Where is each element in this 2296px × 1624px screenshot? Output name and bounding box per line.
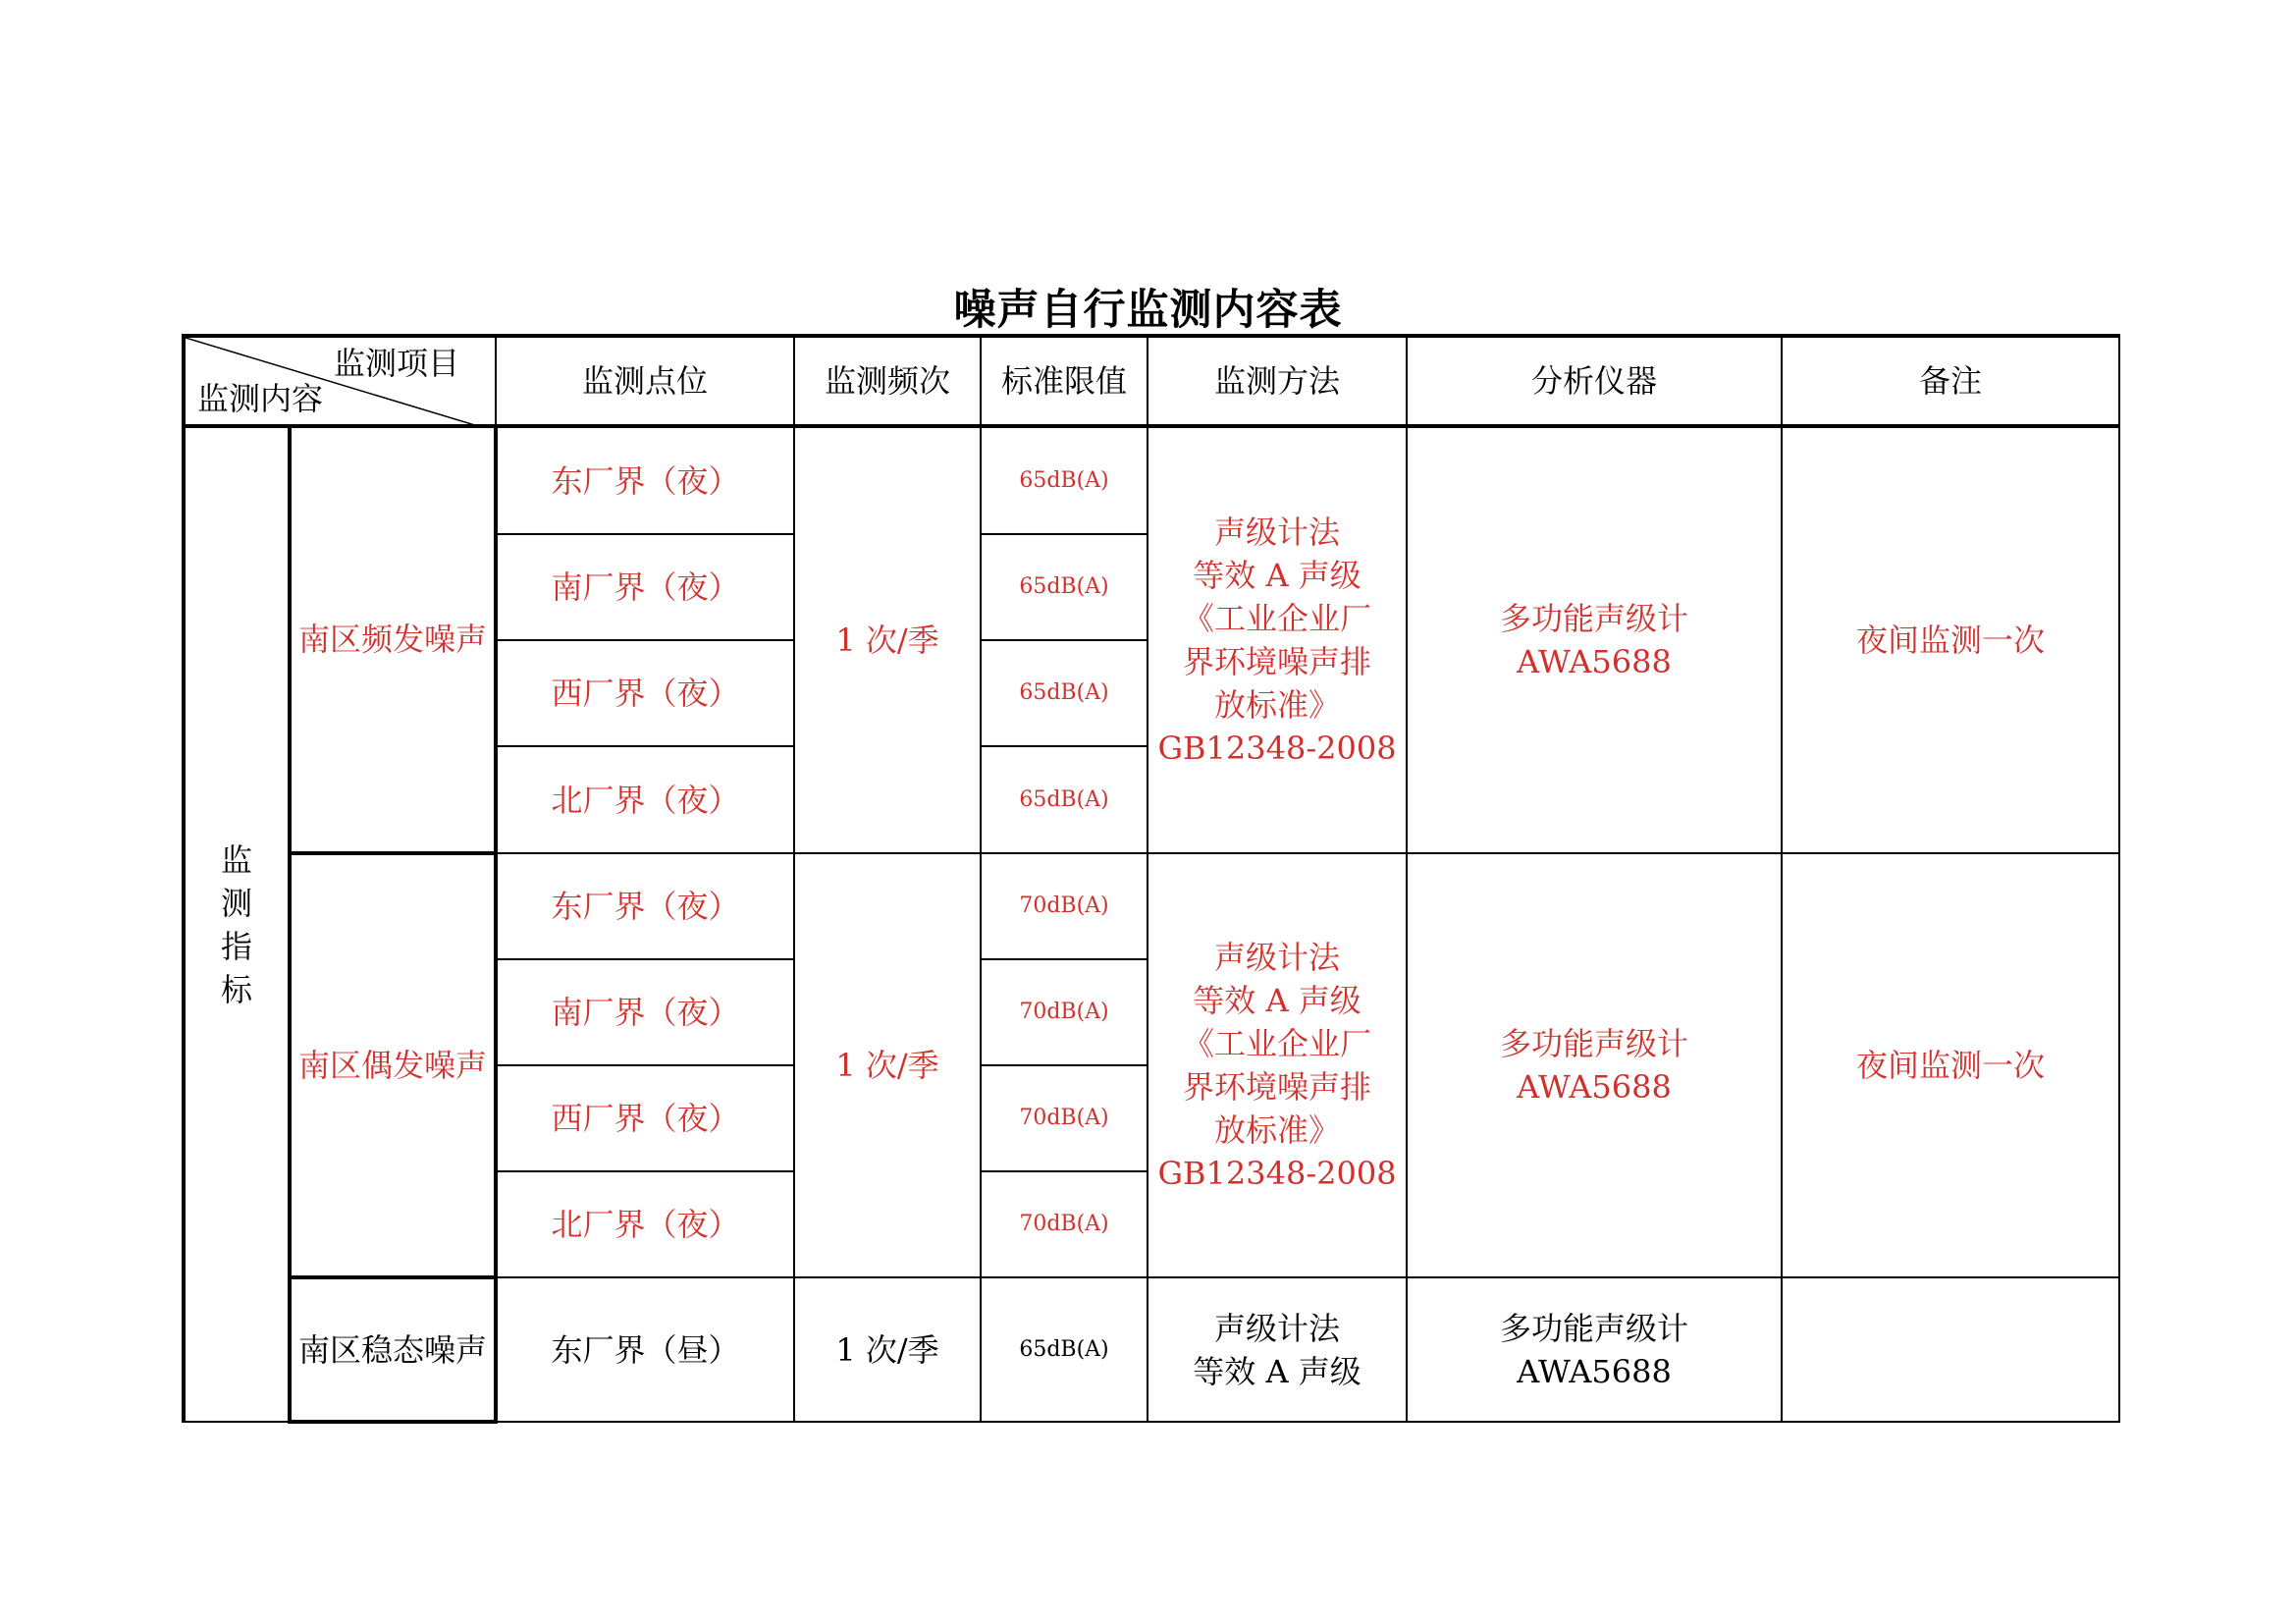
- header-point: 监测点位: [496, 336, 794, 426]
- point-cell: 南厂界（夜）: [496, 534, 794, 640]
- header-row: [184, 336, 2119, 426]
- point-cell: 西厂界（夜）: [496, 1065, 794, 1171]
- remark-cell: 夜间监测一次: [1782, 853, 2119, 1278]
- diagonal-header-cell: [184, 336, 496, 426]
- header-limit: 标准限值: [981, 336, 1148, 426]
- point-cell: 东厂界（夜）: [496, 426, 794, 534]
- header-remark: 备注: [1782, 336, 2119, 426]
- limit-cell: 65dB(A): [981, 640, 1148, 746]
- limit-cell: 65dB(A): [981, 1277, 1148, 1422]
- point-cell: 东厂界（昼）: [496, 1277, 794, 1422]
- point-cell: 北厂界（夜）: [496, 1171, 794, 1277]
- table-row: [184, 1277, 2119, 1422]
- method-cell: 声级计法 等效 A 声级: [1148, 1277, 1407, 1422]
- point-cell: 西厂界（夜）: [496, 640, 794, 746]
- frequency-cell: 1 次/季: [794, 853, 981, 1278]
- limit-cell: 65dB(A): [981, 534, 1148, 640]
- remark-cell: [1782, 1277, 2119, 1422]
- header-monitoring-item: 监测项目: [333, 345, 459, 382]
- limit-cell: 70dB(A): [981, 1171, 1148, 1277]
- page-title: 噪声自行监测内容表: [953, 286, 1343, 335]
- header-monitoring-content: 监测内容: [197, 380, 324, 417]
- limit-cell: 65dB(A): [981, 426, 1148, 534]
- point-cell: 南厂界（夜）: [496, 959, 794, 1065]
- limit-cell: 70dB(A): [981, 853, 1148, 959]
- point-cell: 北厂界（夜）: [496, 746, 794, 852]
- point-cell: 东厂界（夜）: [496, 853, 794, 959]
- group-name: 南区频发噪声: [290, 426, 496, 853]
- group-name: 南区稳态噪声: [290, 1277, 496, 1422]
- header-method: 监测方法: [1148, 336, 1407, 426]
- instrument-cell: 多功能声级计 AWA5688: [1407, 426, 1782, 853]
- limit-cell: 70dB(A): [981, 959, 1148, 1065]
- frequency-cell: 1 次/季: [794, 426, 981, 853]
- instrument-cell: 多功能声级计 AWA5688: [1407, 853, 1782, 1278]
- remark-cell: 夜间监测一次: [1782, 426, 2119, 853]
- noise-monitoring-table: [182, 334, 2120, 1424]
- table-row: [184, 426, 2119, 534]
- limit-cell: 70dB(A): [981, 1065, 1148, 1171]
- method-cell: 声级计法 等效 A 声级 《工业企业厂 界环境噪声排 放标准》 GB12348-2008: [1148, 426, 1407, 853]
- frequency-cell: 1 次/季: [794, 1277, 981, 1422]
- category-cell: 监 测 指 标: [184, 426, 290, 1422]
- limit-cell: 65dB(A): [981, 746, 1148, 852]
- table-row: [184, 853, 2119, 959]
- header-frequency: 监测频次: [794, 336, 981, 426]
- group-name: 南区偶发噪声: [290, 853, 496, 1278]
- header-instrument: 分析仪器: [1407, 336, 1782, 426]
- method-cell: 声级计法 等效 A 声级 《工业企业厂 界环境噪声排 放标准》 GB12348-2008: [1148, 853, 1407, 1278]
- instrument-cell: 多功能声级计 AWA5688: [1407, 1277, 1782, 1422]
